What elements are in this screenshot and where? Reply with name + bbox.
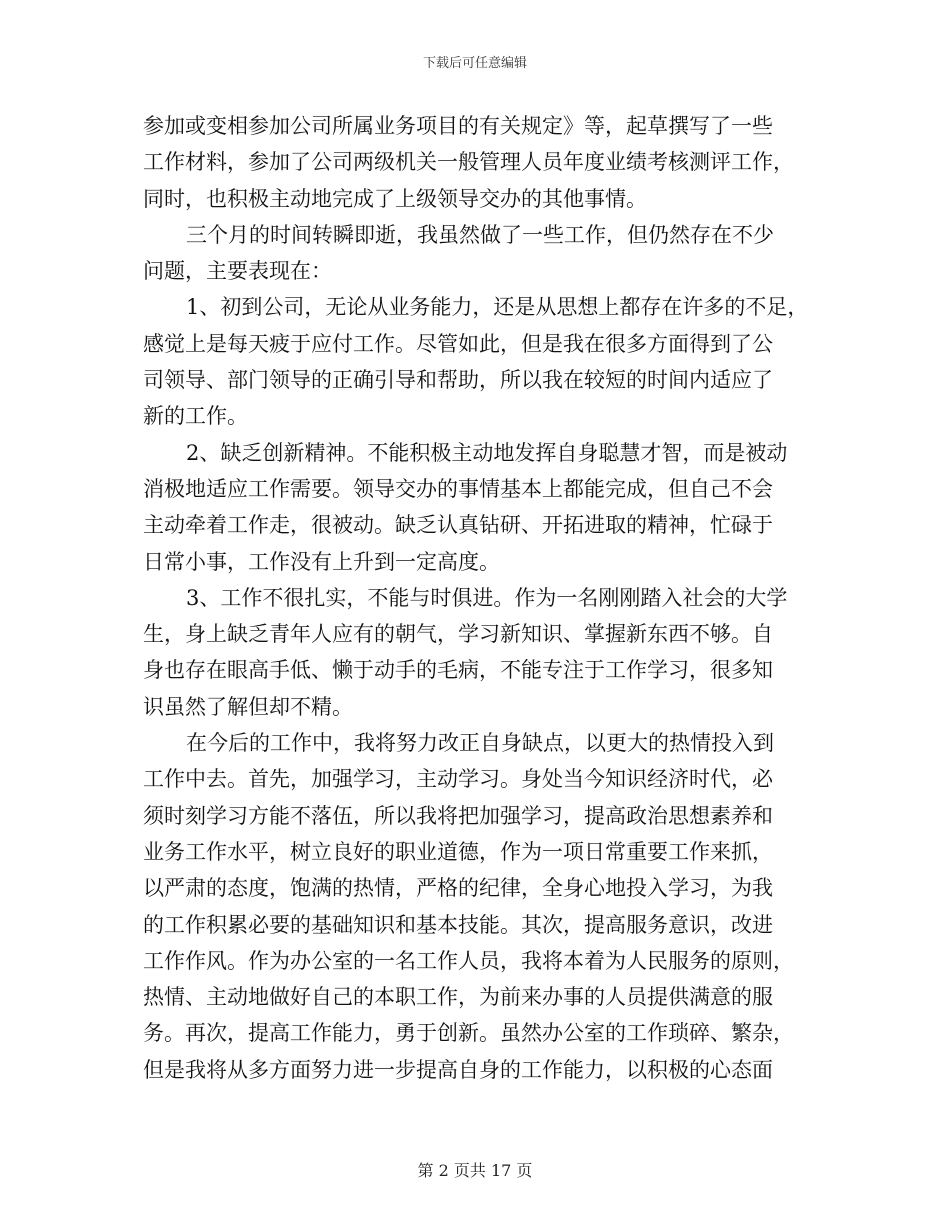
text-line: 日常小事，工作没有上升到一定高度。 — [143, 549, 500, 574]
text-line: 的工作积累必要的基础知识和基本技能。其次，提高服务意识，改进 — [143, 912, 773, 937]
text-line: 参加或变相参加公司所属业务项目的有关规定》等，起草撰写了一些 — [143, 114, 773, 138]
text-line: 消极地适应工作需要。领导交办的事情基本上都能完成，但自己不会 — [143, 476, 773, 501]
text-line: 工作材料，参加了公司两级机关一般管理人员年度业绩考核测评工作， — [143, 150, 794, 175]
text-line: 务。再次，提高工作能力，勇于创新。虽然办公室的工作琐碎、繁杂， — [143, 1021, 794, 1046]
text-line: 感觉上是每天疲于应付工作。尽管如此，但是我在很多方面得到了公 — [143, 331, 773, 356]
text-line: 以严肃的态度，饱满的热情，严格的纪律，全身心地投入学习，为我 — [143, 876, 773, 901]
text-line: 身也存在眼高手低、懒于动手的毛病，不能专注于工作学习，很多知 — [143, 658, 773, 683]
text-line: 在今后的工作中，我将努力改正自身缺点，以更大的热情投入到 — [186, 731, 774, 756]
text-line: 问题，主要表现在： — [143, 259, 332, 284]
text-line: 工作中去。首先，加强学习，主动学习。身处当今知识经济时代，必 — [143, 767, 773, 792]
text-line: 生，身上缺乏青年人应有的朝气，学习新知识、掌握新东西不够。自 — [143, 622, 773, 647]
text-line: 2、缺乏创新精神。不能积极主动地发挥自身聪慧才智，而是被动 — [186, 440, 788, 465]
text-line: 业务工作水平，树立良好的职业道德，作为一项日常重要工作来抓， — [143, 839, 773, 864]
page-footer: 第 2 页共 17 页 — [417, 1161, 533, 1180]
text-line: 工作作风。作为办公室的一名工作人员，我将本着为人民服务的原则， — [143, 948, 794, 973]
document-body — [143, 108, 823, 1088]
text-line: 3、工作不很扎实，不能与时俱进。作为一名刚刚踏入社会的大学 — [186, 585, 788, 610]
text-line: 须时刻学习方能不落伍，所以我将把加强学习，提高政治思想素养和 — [143, 803, 773, 828]
text-line: 新的工作。 — [143, 404, 248, 429]
text-line: 主动牵着工作走，很被动。缺乏认真钻研、开拓进取的精神，忙碌于 — [143, 513, 773, 538]
page-header: 下载后可任意编辑 — [422, 56, 527, 71]
text-line: 三个月的时间转瞬即逝，我虽然做了一些工作，但仍然存在不少 — [186, 222, 774, 247]
text-line: 司领导、部门领导的正确引导和帮助，所以我在较短的时间内适应了 — [143, 368, 773, 393]
text-line: 识虽然了解但却不精。 — [143, 694, 353, 719]
text-line: 1、初到公司，无论从业务能力，还是从思想上都存在许多的不足， — [186, 295, 809, 320]
text-line: 热情、主动地做好自己的本职工作，为前来办事的人员提供满意的服 — [143, 985, 773, 1010]
text-line: 同时，也积极主动地完成了上级领导交办的其他事情。 — [143, 186, 647, 211]
text-line: 但是我将从多方面努力进一步提高自身的工作能力，以积极的心态面 — [143, 1057, 773, 1082]
